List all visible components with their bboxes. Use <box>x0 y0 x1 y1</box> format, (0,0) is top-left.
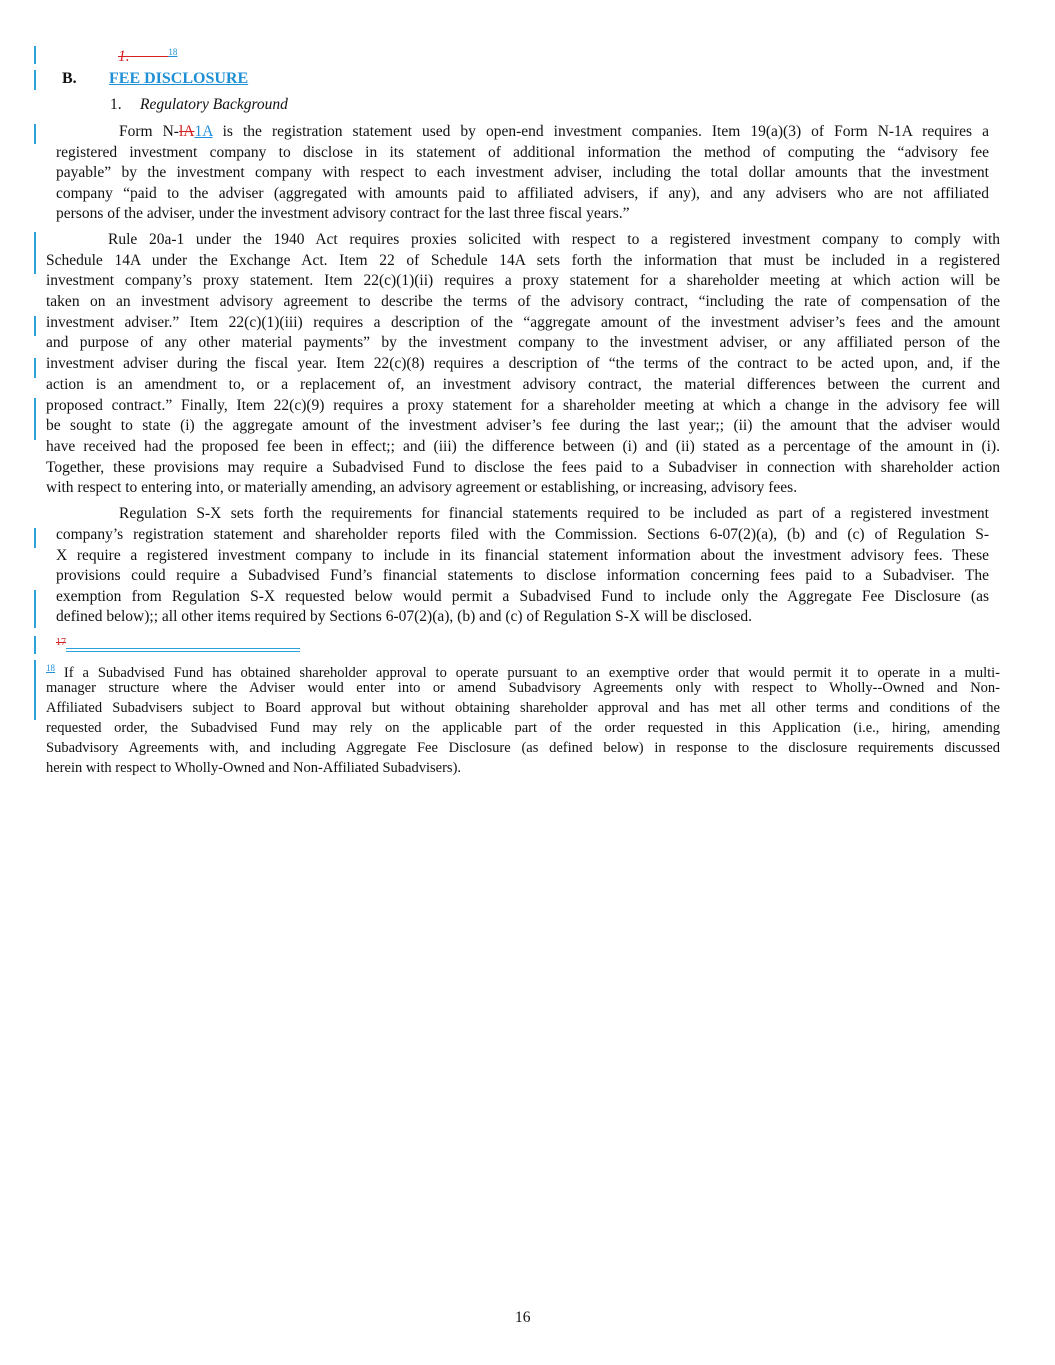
subsection-title: Regulatory Background <box>140 96 288 113</box>
change-bar <box>34 398 36 440</box>
para2-line: with respect to entering into, or materially amending, an advisory agreement or establishing, or increasing, advisory fees. <box>46 479 798 496</box>
change-bar <box>34 124 36 144</box>
para2-line: be sought to state (i) the aggregate amount of the investment adviser’s fee during the last year;; (ii) the amount that the adviser would <box>46 417 1000 434</box>
para3-line: exemption from Regulation S-X requested below would permit a Subadvised Fund to include only the Aggregate Fee Disclosure (as <box>56 588 989 605</box>
change-bar <box>34 590 36 628</box>
change-bar <box>34 232 36 274</box>
change-bar <box>34 46 36 64</box>
footnote-line: herein with respect to Wholly-Owned and Non-Affiliated Subadvisers). <box>46 760 462 776</box>
para2-line: have received had the proposed fee been in effect;; and (iii) the difference between (i) and (ii) stated as a percentage of the amount in (i). <box>46 438 1000 455</box>
para2-line: investment adviser during the fiscal year. Item 22(c)(8) requires a description of “the terms of the contract to be acted upon, and, if the <box>46 355 1000 372</box>
para2-line: investment adviser.” Item 22(c)(1)(iii) requires a description of the “aggregate amount of the investment adviser’s fees and the amount <box>46 314 1000 331</box>
footnote-line: Affiliated Subadvisers subject to Board approval but without obtaining shareholder approval and has met all other terms and conditions of the <box>46 700 1000 716</box>
para2-line: taken on an investment advisory agreement to describe the terms of the advisory contract, “including the rate of compensation of the <box>46 293 1000 310</box>
change-bar <box>34 358 36 378</box>
page-number: 16 <box>515 1309 531 1326</box>
change-bar <box>34 316 36 336</box>
para2-line: and purpose of any other material payments” by the investment company to the investment adviser, or any affiliated person of the <box>46 334 1000 351</box>
para1-line-1: Form N-lA1A is the registration statement used by open-end investment companies. Item 19(a)(3) of Form N-1A requires a <box>119 123 989 140</box>
section-letter: B. <box>62 70 77 87</box>
change-bar <box>34 528 36 548</box>
para1-line: registered investment company to disclose in its statement of additional information the method of computing the “advisory fee <box>56 144 989 161</box>
para3-line: defined below);; all other items required by Sections 6-07(2)(a), (b) and (c) of Regulation S-X will be disclosed. <box>56 608 753 625</box>
top-marker <box>118 42 177 67</box>
para2-line: investment company’s proxy statement. Item 22(c)(1)(ii) requires a proxy statement for a shareholder meeting at which action will be <box>46 272 1000 289</box>
footnote-line: manager structure where the Adviser would enter into or amend Subadvisory Agreements only with respect to Wholly--Owned and Non- <box>46 680 1000 696</box>
para2-line: Rule 20a-1 under the 1940 Act requires proxies solicited with respect to a registered investment company to comply with <box>108 231 1000 248</box>
change-bar <box>34 70 36 90</box>
para2-line: Schedule 14A under the Exchange Act. Item 22 of Schedule 14A sets forth the information that must be included in a registered <box>46 252 1000 269</box>
footnote-ref[interactable]: 18 <box>46 663 55 673</box>
deleted-number: 1. <box>118 48 130 65</box>
change-bar <box>34 660 36 720</box>
footnote-line-1: $^{18}$ If a Subadvised Fund has obtained shareholder approval to operate pursuant to an exemptive order that would permit it to operate in a multi- <box>46 663 1000 681</box>
inserted-footnote-ref[interactable]: 18 <box>168 47 178 57</box>
para2-line: proposed contract.” Finally, Item 22(c)(9) requires a proxy statement for a shareholder meeting at which a change in the advisory fee will <box>46 397 1000 414</box>
para3-line: provisions could require a Subadvised Fund’s financial statements to disclose information concerning fees paid to a Subadviser. The <box>56 567 989 584</box>
section-title: FEE DISCLOSURE <box>109 70 249 87</box>
subsection-number: 1. <box>110 96 122 113</box>
change-bar <box>34 636 36 654</box>
para2-line: Together, these provisions may require a Subadvised Fund to disclose the fees paid to a Subadviser in connection with shareholder action <box>46 459 1000 476</box>
para3-line: company’s registration statement and shareholder reports filed with the Commission. Sections 6-07(2)(a), (b) and (c) of Regulation S- <box>56 526 989 543</box>
footnote-separator <box>66 648 300 649</box>
para3-line: Regulation S-X sets forth the requirements for financial statements required to be included as part of a registered investment <box>119 505 989 522</box>
footnote-line: requested order, the Subadvised Fund may rely on the applicable part of the order requested in this Application (i.e., hiring, amending <box>46 720 1000 736</box>
footnote-separator <box>66 651 300 652</box>
footnote-line: Subadvisory Agreements with, and including Aggregate Fee Disclosure (as defined below) in response to the disclosure requirements discussed <box>46 740 1000 756</box>
deleted-footnote-ref: 17 <box>56 637 66 648</box>
para1-line: payable” by the investment company with respect to each investment adviser, including the total dollar amounts that the investment <box>56 164 989 181</box>
para1-line: company “paid to the adviser (aggregated with amounts paid to affiliated advisers, if any), and any advisers who are not affiliated <box>56 185 989 202</box>
para2-line: action is an amendment to, or a replacement of, an investment advisory contract, the material differences between the current and <box>46 376 1000 393</box>
para1-line: persons of the adviser, under the investment advisory contract for the last three fiscal years.” <box>56 205 630 222</box>
para3-line: X require a registered investment company to include in its financial statement information about the investment advisory fees. These <box>56 547 989 564</box>
